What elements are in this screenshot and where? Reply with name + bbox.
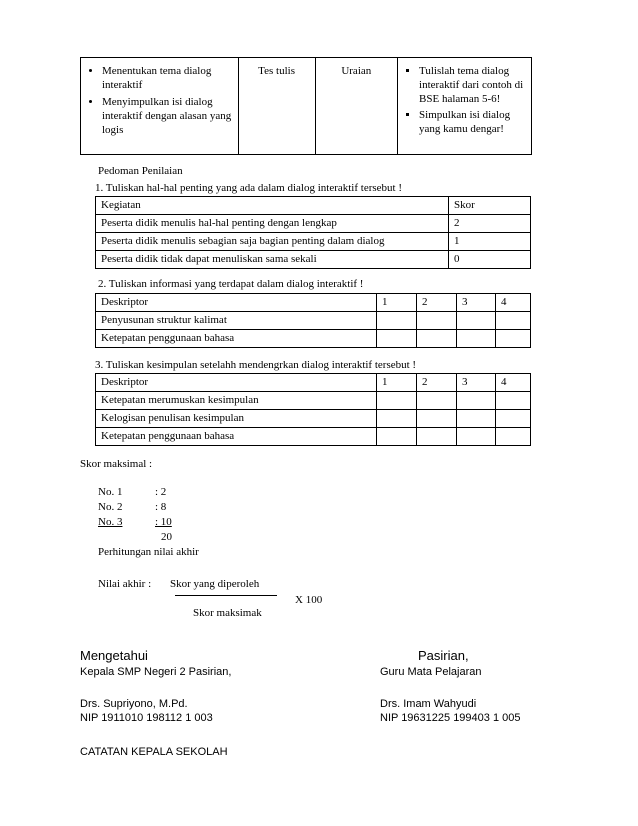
final-label: Nilai akhir :	[98, 578, 152, 590]
table-cell: Ketepatan merumuskan kesimpulan	[96, 392, 377, 410]
table-cell: 1	[449, 233, 531, 251]
table-row	[96, 233, 531, 251]
technique-cell: Tes tulis	[238, 58, 315, 155]
assessment-table	[80, 57, 532, 155]
column-header: 3	[457, 374, 496, 392]
table-row	[96, 197, 531, 215]
column-header: 2	[417, 294, 457, 312]
indicator-cell	[81, 58, 239, 155]
list-item: ▪ Tulislah tema dialog interaktif dari contoh di BSE halaman 5-6!	[419, 64, 526, 106]
table-cell: Peserta didik menulis sebagian saja bagian penting dalam dialog	[96, 233, 449, 251]
right-nip: NIP 19631225 199403 1 005	[380, 712, 521, 724]
q1-table	[95, 196, 531, 269]
table-cell: Penyusunan struktur kalimat	[96, 312, 377, 330]
score-value-3: : 10	[155, 516, 172, 528]
column-header: 1	[377, 294, 417, 312]
table-row	[96, 215, 531, 233]
score-label-3: No. 3	[98, 516, 123, 528]
left-name: Drs. Supriyono, M.Pd.	[80, 698, 188, 710]
score-value-1: : 2	[155, 486, 167, 498]
score-label-1: No. 1	[98, 486, 123, 498]
score-title: Skor maksimal :	[80, 458, 153, 470]
column-header: 4	[496, 374, 531, 392]
table-row	[96, 330, 531, 348]
list-item: • Menentukan tema dialog interaktif	[102, 64, 233, 92]
column-header: 2	[417, 374, 457, 392]
column-header: Kegiatan	[96, 197, 449, 215]
calc-title: Perhitungan nilai akhir	[98, 546, 199, 558]
multiplier: X 100	[295, 594, 323, 606]
right-role: Guru Mata Pelajaran	[380, 666, 482, 678]
footer-note: CATATAN KEPALA SEKOLAH	[80, 746, 228, 758]
list-item: ▪ Simpulkan isi dialog yang kamu dengar!	[419, 108, 526, 136]
table-row	[96, 428, 531, 446]
column-header: 4	[496, 294, 531, 312]
left-role: Kepala SMP Negeri 2 Pasirian,	[80, 666, 232, 678]
table-row	[96, 312, 531, 330]
table-cell: Ketepatan penggunaan bahasa	[96, 428, 377, 446]
table-cell: Peserta didik tidak dapat menuliskan sama sekali	[96, 251, 449, 269]
table-cell: Peserta didik menulis hal-hal penting dengan lengkap	[96, 215, 449, 233]
table-row	[96, 392, 531, 410]
column-header: 1	[377, 374, 417, 392]
table-cell: 0	[449, 251, 531, 269]
q2-table	[95, 293, 531, 348]
q2-title: 2. Tuliskan informasi yang terdapat dalam dialog interaktif !	[98, 278, 364, 290]
instrument-cell	[398, 58, 532, 155]
table-cell: Ketepatan penggunaan bahasa	[96, 330, 377, 348]
table-row	[96, 410, 531, 428]
form-cell: Uraian	[315, 58, 397, 155]
q3-title: 3. Tuliskan kesimpulan setelahh mendengrkan dialog interaktif tersebut !	[95, 359, 417, 371]
score-label-2: No. 2	[98, 501, 123, 513]
table-row	[81, 58, 532, 155]
table-row	[96, 294, 531, 312]
numerator: Skor yang diperoleh	[170, 578, 260, 590]
table-cell: Kelogisan penulisan kesimpulan	[96, 410, 377, 428]
right-name: Drs. Imam Wahyudi	[380, 698, 477, 710]
guide-title: Pedoman Penilaian	[98, 165, 183, 177]
table-cell: 2	[449, 215, 531, 233]
list-item: • Menyimpulkan isi dialog interaktif dengan alasan yang logis	[102, 95, 233, 137]
q1-title: 1. Tuliskan hal-hal penting yang ada dalam dialog interaktif tersebut !	[95, 182, 403, 194]
column-header: 3	[457, 294, 496, 312]
column-header: Deskriptor	[96, 294, 377, 312]
score-value-2: : 8	[155, 501, 167, 513]
left-heading: Mengetahui	[80, 648, 148, 663]
left-nip: NIP 1911010 198112 1 003	[80, 712, 213, 724]
column-header: Skor	[449, 197, 531, 215]
score-total: 20	[161, 531, 172, 543]
table-row	[96, 251, 531, 269]
column-header: Deskriptor	[96, 374, 377, 392]
denominator: Skor maksimak	[193, 607, 262, 619]
right-heading: Pasirian,	[418, 648, 469, 663]
fraction-line	[175, 595, 277, 596]
q3-table	[95, 373, 531, 446]
table-row	[96, 374, 531, 392]
